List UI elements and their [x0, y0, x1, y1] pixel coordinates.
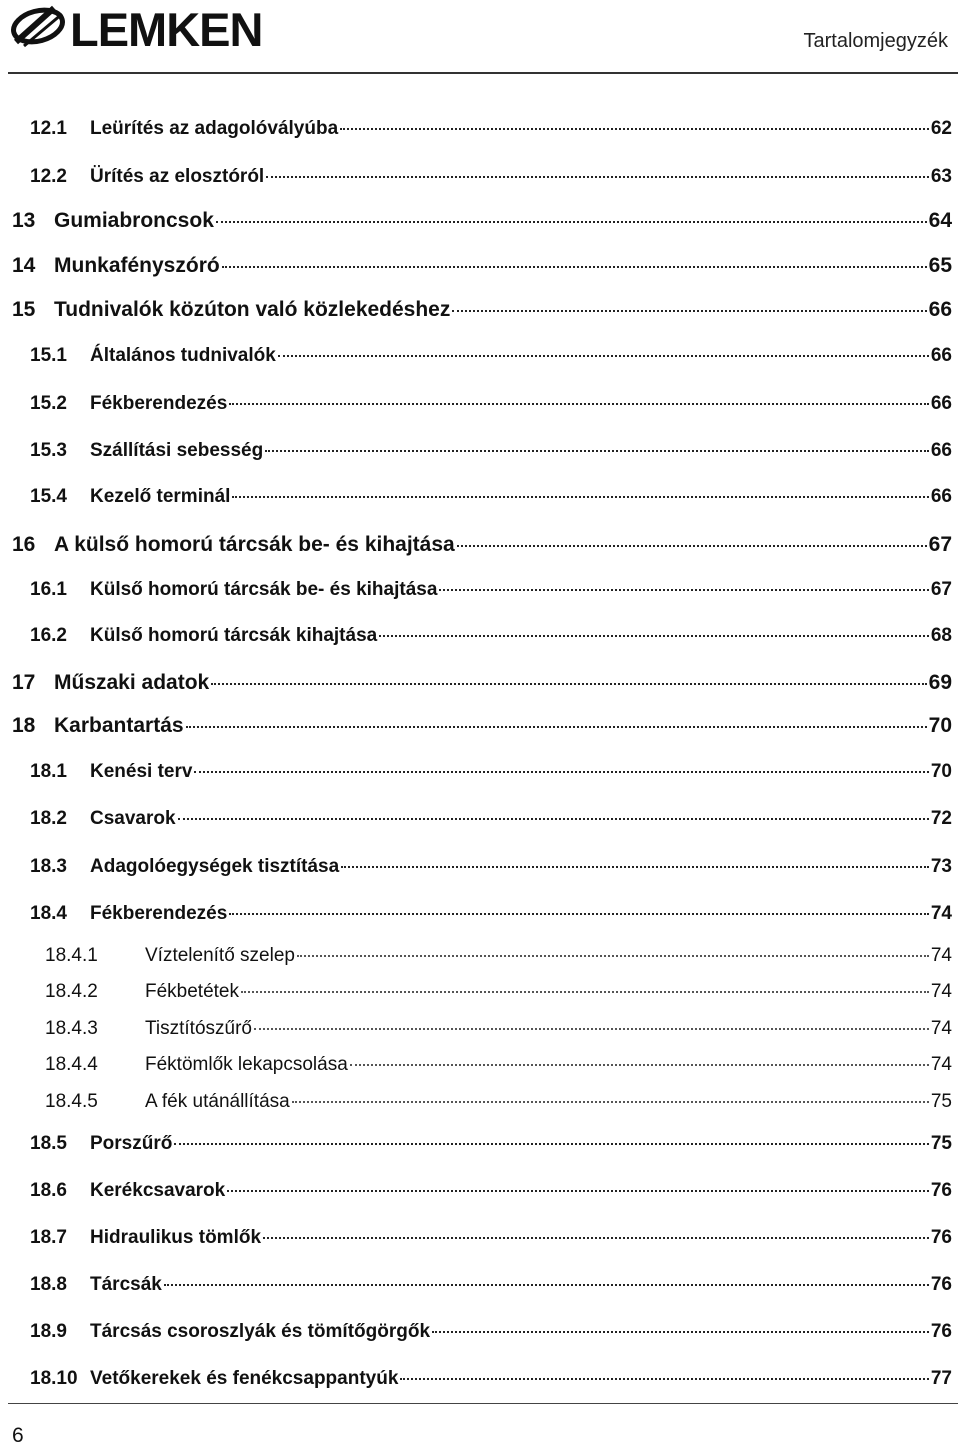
toc-entry-page: 75 — [930, 1091, 952, 1112]
toc-entry-page: 65 — [928, 254, 952, 277]
toc-entry-page: 68 — [930, 625, 952, 646]
toc-entry[interactable] — [30, 625, 952, 647]
toc-entry-title: Féktömlők lekapcsolása — [145, 1054, 348, 1075]
lemken-emblem-icon — [10, 2, 70, 58]
toc-entry-number: 13 — [12, 209, 36, 232]
toc-entry-title: Kezelő terminál — [90, 486, 231, 507]
toc-entry-number: 18.2 — [30, 808, 67, 829]
toc-dot-leader — [229, 912, 929, 915]
toc-entry-title: Fékberendezés — [90, 393, 228, 414]
toc-entry-title: Külső homorú tárcsák kihajtása — [90, 625, 378, 646]
toc-entry-page: 76 — [930, 1274, 952, 1295]
toc-entry-page: 76 — [930, 1321, 952, 1342]
toc-entry-page: 64 — [928, 209, 952, 232]
toc-entry-number: 15.3 — [30, 440, 67, 461]
toc-entry[interactable] — [30, 903, 952, 925]
toc-entry-title: Kerékcsavarok — [90, 1180, 226, 1201]
toc-entry-title: Fékberendezés — [90, 903, 228, 924]
toc-dot-leader — [439, 588, 928, 591]
toc-dot-leader — [178, 817, 929, 820]
footer-divider — [8, 1403, 958, 1404]
toc-entry-page: 70 — [930, 761, 952, 782]
toc-dot-leader — [452, 309, 926, 312]
section-title: Tartalomjegyzék — [803, 30, 948, 52]
toc-entry-number: 15.1 — [30, 345, 67, 366]
toc-entry[interactable] — [12, 671, 952, 695]
toc-entry[interactable] — [30, 1180, 952, 1202]
toc-entry-page: 66 — [930, 393, 952, 414]
toc-dot-leader — [265, 449, 929, 452]
toc-entry-page: 67 — [930, 579, 952, 600]
toc-dot-leader — [186, 725, 927, 728]
toc-entry-page: 73 — [930, 856, 952, 877]
toc-entry-title: Karbantartás — [54, 714, 184, 737]
toc-entry-page: 74 — [930, 981, 952, 1002]
toc-entry-title: Hidraulikus tömlők — [90, 1227, 262, 1248]
toc-entry[interactable] — [45, 1054, 952, 1076]
toc-dot-leader — [266, 175, 929, 178]
toc-dot-leader — [340, 127, 929, 130]
toc-entry-page: 63 — [930, 166, 952, 187]
toc-entry-page: 66 — [930, 486, 952, 507]
toc-entry-number: 12.2 — [30, 166, 67, 187]
toc-entry-title: Tárcsás csoroszlyák és tömítőgörgők — [90, 1321, 431, 1342]
toc-entry-page: 74 — [930, 1018, 952, 1039]
toc-entry-number: 18.8 — [30, 1274, 67, 1295]
lemken-logo — [10, 2, 300, 58]
toc-entry-number: 18.4.5 — [45, 1091, 98, 1112]
toc-dot-leader — [297, 954, 929, 957]
toc-entry-number: 18.1 — [30, 761, 67, 782]
toc-dot-leader — [227, 1189, 929, 1192]
toc-entry[interactable] — [30, 440, 952, 462]
toc-entry-title: Porszűrő — [90, 1133, 173, 1154]
toc-dot-leader — [194, 770, 928, 773]
toc-entry-title: Tisztítószűrő — [145, 1018, 252, 1039]
toc-dot-leader — [341, 865, 929, 868]
toc-entry-title: Ürítés az elosztóról — [90, 166, 265, 187]
toc-entry-page: 75 — [930, 1133, 952, 1154]
toc-entry-title: Tudnivalók közúton való közlekedéshez — [54, 298, 451, 321]
toc-dot-leader — [232, 495, 928, 498]
toc-entry-title: A fék utánállítása — [145, 1091, 290, 1112]
toc-entry-number: 18 — [12, 714, 36, 737]
header-divider — [8, 72, 958, 74]
toc-entry-number: 18.4 — [30, 903, 67, 924]
toc-entry[interactable] — [12, 714, 952, 738]
toc-entry-title: Gumiabroncsok — [54, 209, 214, 232]
toc-entry-number: 12.1 — [30, 118, 67, 139]
toc-entry-title: Adagolóegységek tisztítása — [90, 856, 340, 877]
toc-entry-title: A külső homorú tárcsák be- és kihajtása — [54, 533, 455, 556]
toc-dot-leader — [400, 1377, 928, 1380]
toc-dot-leader — [379, 634, 929, 637]
toc-entry-number: 15 — [12, 298, 36, 321]
toc-entry-number: 15.2 — [30, 393, 67, 414]
toc-entry[interactable] — [12, 298, 952, 322]
toc-entry-page: 69 — [928, 671, 952, 694]
toc-entry-number: 18.7 — [30, 1227, 67, 1248]
toc-entry-number: 16 — [12, 533, 36, 556]
toc-entry[interactable] — [45, 981, 952, 1003]
toc-entry-number: 18.5 — [30, 1133, 67, 1154]
toc-dot-leader — [222, 265, 927, 268]
toc-entry[interactable] — [30, 1274, 952, 1296]
toc-entry-title: Víztelenítő szelep — [145, 945, 295, 966]
toc-entry-title: Vetőkerekek és fenékcsappantyúk — [90, 1368, 399, 1389]
toc-entry-title: Tárcsák — [90, 1274, 162, 1295]
toc-entry-page: 67 — [928, 533, 952, 556]
toc-dot-leader — [241, 990, 929, 993]
toc-dot-leader — [350, 1063, 929, 1066]
toc-dot-leader — [457, 544, 927, 547]
toc-entry-title: Munkafényszóró — [54, 254, 220, 277]
toc-entry[interactable] — [45, 1018, 952, 1040]
toc-dot-leader — [278, 354, 929, 357]
toc-entry-title: Műszaki adatok — [54, 671, 210, 694]
toc-entry-page: 66 — [930, 345, 952, 366]
toc-entry[interactable] — [30, 393, 952, 415]
toc-dot-leader — [164, 1283, 929, 1286]
toc-entry-page: 62 — [930, 118, 952, 139]
toc-entry[interactable] — [30, 118, 952, 140]
toc-entry-title: Kenési terv — [90, 761, 193, 782]
toc-entry-number: 18.6 — [30, 1180, 67, 1201]
toc-entry[interactable] — [30, 486, 952, 508]
toc-entry[interactable] — [30, 1321, 952, 1343]
toc-entry-page: 74 — [930, 903, 952, 924]
toc-dot-leader — [254, 1027, 929, 1030]
toc-dot-leader — [292, 1100, 929, 1103]
toc-entry-number: 18.4.2 — [45, 981, 98, 1002]
toc-entry-title: Fékbetétek — [145, 981, 239, 1002]
toc-entry-title: Leürítés az adagolóvályúba — [90, 118, 339, 139]
toc-entry[interactable] — [45, 1091, 952, 1113]
toc-entry-title: Külső homorú tárcsák be- és kihajtása — [90, 579, 438, 600]
toc-entry-number: 18.4.3 — [45, 1018, 98, 1039]
page-header — [0, 0, 960, 75]
toc-dot-leader — [174, 1142, 929, 1145]
toc-entry[interactable] — [30, 1368, 952, 1390]
toc-entry-page: 77 — [930, 1368, 952, 1389]
toc-entry-number: 16.2 — [30, 625, 67, 646]
toc-entry-number: 18.10 — [30, 1368, 78, 1389]
toc-entry-title: Szállítási sebesség — [90, 440, 264, 461]
toc-entry-number: 14 — [12, 254, 36, 277]
toc-dot-leader — [211, 682, 926, 685]
toc-entry[interactable] — [12, 533, 952, 557]
toc-entry-page: 66 — [928, 298, 952, 321]
toc-entry[interactable] — [30, 345, 952, 367]
toc-entry[interactable] — [30, 1133, 952, 1155]
brand-name: LEMKEN — [70, 3, 263, 56]
toc-entry[interactable] — [30, 856, 952, 878]
toc-entry-page: 66 — [930, 440, 952, 461]
toc-entry[interactable] — [30, 1227, 952, 1249]
toc-entry[interactable] — [30, 166, 952, 188]
toc-dot-leader — [216, 220, 927, 223]
toc-entry[interactable] — [30, 579, 952, 601]
toc-dot-leader — [263, 1236, 929, 1239]
toc-dot-leader — [229, 402, 929, 405]
toc-entry-number: 18.9 — [30, 1321, 67, 1342]
toc-entry[interactable] — [12, 254, 952, 278]
toc-entry-title: Csavarok — [90, 808, 176, 829]
toc-entry[interactable] — [45, 945, 952, 967]
toc-entry-number: 18.4.1 — [45, 945, 98, 966]
toc-entry-number: 18.4.4 — [45, 1054, 98, 1075]
toc-entry[interactable] — [30, 761, 952, 783]
toc-entry-page: 70 — [928, 714, 952, 737]
toc-dot-leader — [432, 1330, 929, 1333]
toc-entry-title: Általános tudnivalók — [90, 345, 276, 366]
toc-entry-page: 76 — [930, 1227, 952, 1248]
toc-entry[interactable] — [30, 808, 952, 830]
toc-entry-number: 17 — [12, 671, 36, 694]
page-number: 6 — [12, 1424, 24, 1447]
toc-entry-page: 72 — [930, 808, 952, 829]
toc-entry-number: 16.1 — [30, 579, 67, 600]
toc-entry-number: 18.3 — [30, 856, 67, 877]
toc-entry-page: 74 — [930, 1054, 952, 1075]
toc-entry-page: 76 — [930, 1180, 952, 1201]
toc-entry-page: 74 — [930, 945, 952, 966]
toc-entry[interactable] — [12, 209, 952, 233]
toc-entry-number: 15.4 — [30, 486, 67, 507]
